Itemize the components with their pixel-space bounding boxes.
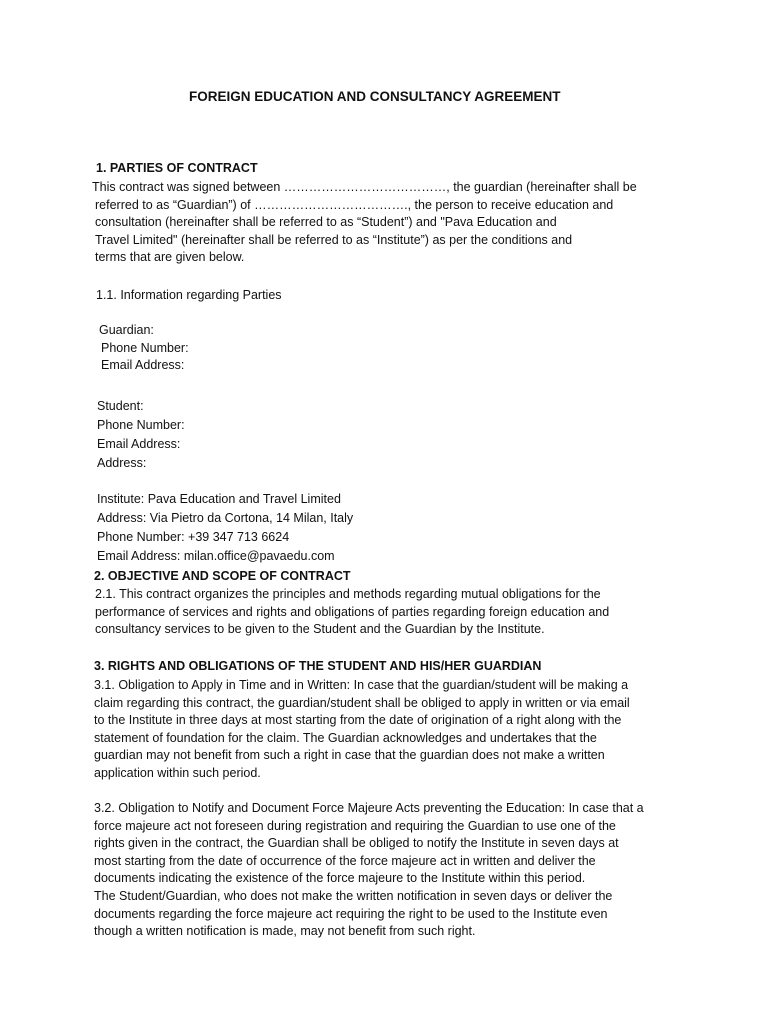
guardian-phone-label: Phone Number: (101, 340, 189, 355)
paragraph-line: documents regarding the force majeure act requiring the right to be used to the Institute even (94, 906, 608, 921)
section-3-1-paragraph (94, 677, 669, 783)
paragraph-line: referred to as “Guardian”) of ………………………………., the person to receive education and (95, 197, 614, 212)
paragraph-line: 2.1. This contract organizes the principles and methods regarding mutual obligations for the (95, 587, 601, 601)
paragraph-line: guardian may not benefit from such a right in case that the guardian does not make a written (94, 748, 605, 763)
institute-address: Address: Via Pietro da Cortona, 14 Milan, Italy (97, 511, 354, 525)
paragraph-line: to the Institute in three days at most starting from the date of origination of a right along with the (94, 713, 622, 728)
paragraph-line: most starting from the date of occurrence of the force majeure act in written and deliver the (94, 853, 596, 868)
paragraph-line: terms that are given below. (95, 250, 245, 265)
institute-block (97, 490, 353, 566)
paragraph-line: consultation (hereinafter shall be referred to as “Student”) and "Pava Education and (95, 215, 557, 230)
section-1-paragraph (92, 179, 672, 267)
guardian-email-label: Email Address: (101, 358, 185, 373)
paragraph-line: claim regarding this contract, the guardian/student shall be obliged to apply in written or via email (94, 695, 630, 710)
guardian-block (99, 322, 189, 375)
paragraph-line: statement of foundation for the claim. The Guardian acknowledges and undertakes that the (94, 730, 597, 745)
student-address-label: Address: (97, 456, 147, 470)
section-1-heading: 1. PARTIES OF CONTRACT (96, 161, 258, 175)
paragraph-line: application within such period. (94, 765, 261, 780)
paragraph-line: This contract was signed between …………………………………, the guardian (hereinafter shall be (92, 180, 637, 194)
institute-phone: Phone Number: +39 347 713 6624 (97, 530, 290, 544)
section-2-paragraph (95, 586, 670, 639)
paragraph-line: Travel Limited" (hereinafter shall be referred to as “Institute”) as per the conditions and (95, 232, 573, 247)
student-email-label: Email Address: (97, 437, 181, 451)
institute-email: Email Address: milan.office@pavaedu.com (97, 549, 335, 563)
section-3-2-paragraph (94, 800, 670, 941)
document-title: FOREIGN EDUCATION AND CONSULTANCY AGREEMENT (189, 89, 561, 104)
paragraph-line: 3.1. Obligation to Apply in Time and in Written: In case that the guardian/student will be making a (94, 678, 629, 692)
section-2-heading: 2. OBJECTIVE AND SCOPE OF CONTRACT (94, 569, 351, 583)
paragraph-line: The Student/Guardian, who does not make the written notification in seven days or deliver the (94, 888, 613, 903)
paragraph-line: though a written notification is made, may not benefit from such right. (94, 924, 476, 939)
paragraph-line: documents indicating the existence of the force majeure to the Institute within this period. (94, 871, 586, 886)
info-parties-heading: 1.1. Information regarding Parties (96, 288, 282, 302)
student-phone-label: Phone Number: (97, 418, 185, 432)
paragraph-line: performance of services and rights and obligations of parties regarding foreign education and (95, 604, 610, 619)
student-block (97, 397, 185, 473)
paragraph-line: force majeure act not foreseen during registration and requiring the Guardian to use one of the (94, 818, 616, 833)
paragraph-line: rights given in the contract, the Guardian shall be obliged to notify the Institute in seven days at (94, 836, 619, 851)
paragraph-line: consultancy services to be given to the Student and the Guardian by the Institute. (95, 622, 545, 637)
section-3-heading: 3. RIGHTS AND OBLIGATIONS OF THE STUDENT AND HIS/HER GUARDIAN (94, 659, 542, 673)
paragraph-line: 3.2. Obligation to Notify and Document Force Majeure Acts preventing the Education: In case that a (94, 801, 644, 815)
student-label: Student: (97, 399, 144, 413)
institute-name: Institute: Pava Education and Travel Limited (97, 492, 341, 506)
guardian-label: Guardian: (99, 323, 154, 337)
